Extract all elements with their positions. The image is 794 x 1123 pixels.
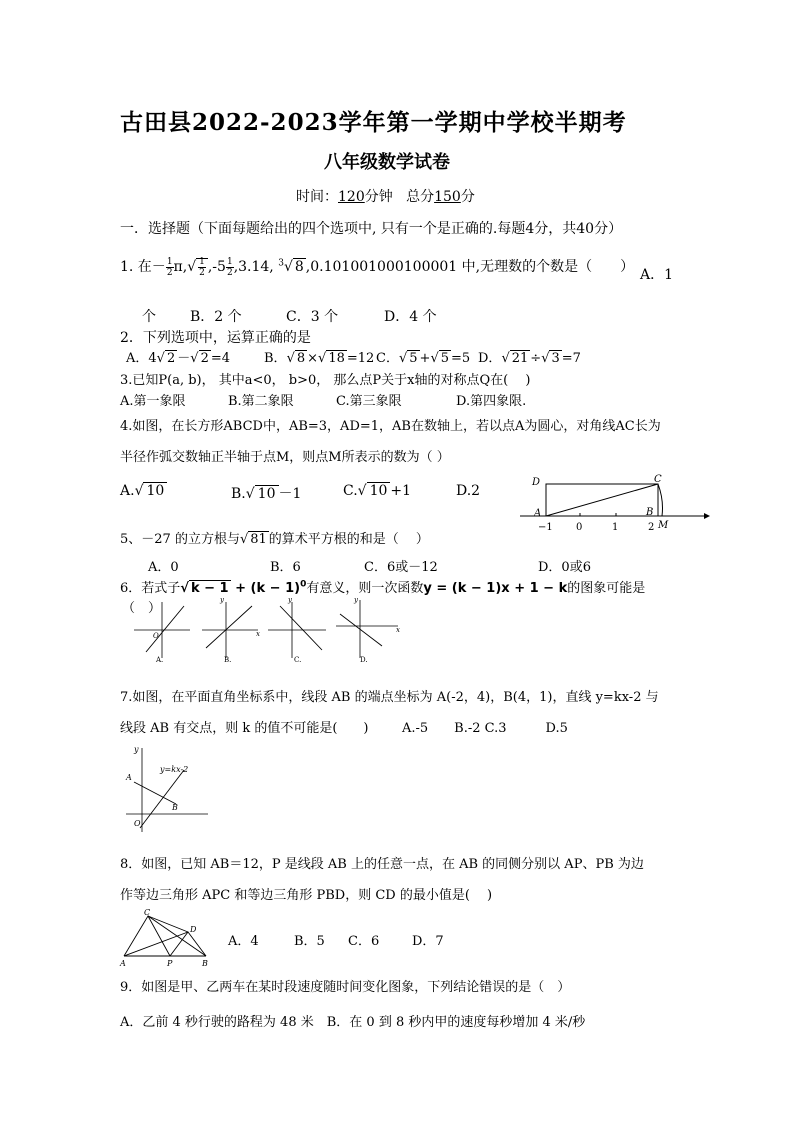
q1-fraction-mixed: $\frac{1}{2}$ <box>226 256 233 278</box>
q1-tail: ,0.101001000100001 中,无理数的个数是（ ） <box>305 259 635 275</box>
q4-option-d: D.2 <box>456 483 481 499</box>
q4-option-b: B.√ 10 －1 <box>231 486 302 502</box>
q5-option-c: C．6或－12 <box>364 560 438 575</box>
q5-option-a: A．0 <box>148 560 179 575</box>
section-one-heading: 一．选择题（下面每题给出的四个选项中, 只有一个是正确的.每题4分，共40分） <box>120 221 623 237</box>
q1-mixed: ,-5 <box>207 259 226 275</box>
q1-sqrt-half: √ $\frac{1}{2}$ <box>187 258 208 275</box>
svg-text:A: A <box>120 959 126 968</box>
svg-text:A.: A. <box>156 656 164 664</box>
svg-text:D.: D. <box>360 656 368 664</box>
svg-text:B: B <box>172 803 178 812</box>
arrow-head-icon <box>704 513 710 519</box>
q4-option-a: A.√ 10 <box>120 483 167 499</box>
svg-text:y=kx-2: y=kx-2 <box>160 765 189 774</box>
q1-mid: ,3.14, <box>233 259 274 275</box>
q7-options: A.-5 B.-2 C.3 D.5 <box>402 721 568 736</box>
q8-option-b: B．5 <box>294 934 325 949</box>
time-unit: 分钟 <box>364 189 393 205</box>
label-d: D <box>532 477 541 488</box>
arc-cm <box>658 484 663 516</box>
tick-label-0: 0 <box>576 522 583 533</box>
label-a: A <box>534 508 542 519</box>
q3-option-a: A.第一象限 <box>120 394 186 409</box>
q3-option-b: B.第二象限 <box>228 394 294 409</box>
q3-option-d: D.第四象限. <box>456 394 527 409</box>
q1-fraction-half: $\frac{1}{2}$ <box>166 256 173 278</box>
q6-graph-d <box>336 596 400 664</box>
q1-option-c: C．3 个 <box>286 309 339 325</box>
q2-option-b: B．√ 8 ×√ 18 =12 <box>264 351 375 366</box>
q1-option-a: A．1 <box>640 267 674 283</box>
score-value: 150 <box>434 189 461 205</box>
q8-figure <box>118 906 210 968</box>
svg-text:O: O <box>134 819 141 828</box>
svg-text:O: O <box>153 632 159 640</box>
label-c: C <box>654 474 662 485</box>
q2-option-d: D．√ 21 ÷√ 3 =7 <box>478 351 581 366</box>
score-label: 总分 <box>406 189 435 205</box>
q1-option-a-tail: 个 <box>142 309 156 325</box>
q1-cube-root: $^3$√ 8 <box>278 258 304 275</box>
q2-option-c: C．√ 5 +√ 5 =5 <box>376 351 471 366</box>
diagonal-ac <box>546 484 658 516</box>
q4-figure <box>512 470 712 536</box>
q1-option-d: D．4 个 <box>384 309 437 325</box>
svg-text:C: C <box>144 908 151 917</box>
q8-option-d: D．7 <box>412 934 444 949</box>
svg-text:y: y <box>220 596 224 604</box>
q4-option-c: C.√ 10 +1 <box>343 483 412 499</box>
q6-graph-c <box>268 596 326 664</box>
svg-text:B.: B. <box>224 656 232 664</box>
question-4-line-2: 半径作弧交数轴正半轴于点M，则点M所表示的数为（ ） <box>120 450 450 465</box>
svg-text:x: x <box>396 626 400 634</box>
q5-option-b: B．6 <box>270 560 301 575</box>
svg-text:A: A <box>126 773 132 782</box>
svg-text:C.: C. <box>294 656 302 664</box>
question-3-stem: 3.已知P(a, b)， 其中a<0， b>0， 那么点P关于x轴的对称点Q在( ) <box>120 373 531 388</box>
q8-option-c: C．6 <box>348 934 380 949</box>
q1-lead: 1. 在－ <box>120 259 166 275</box>
time-value: 120 <box>338 189 365 205</box>
score-unit: 分 <box>460 189 475 205</box>
question-7-line-1: 7.如图，在平面直角坐标系中，线段 AB 的端点坐标为 A(-2，4)，B(4，1)，直线 y=kx-2 与 <box>120 690 659 705</box>
q3-option-c: C.第三象限 <box>336 394 402 409</box>
svg-text:y: y <box>354 596 358 604</box>
label-b: B <box>646 507 654 518</box>
svg-text:y: y <box>288 596 292 604</box>
svg-text:B: B <box>202 959 208 968</box>
question-2-stem: 2．下列选项中，运算正确的是 <box>120 330 311 346</box>
segment-ab <box>134 782 176 804</box>
question-9-options-ab: A．乙前 4 秒行驶的路程为 48 米 B．在 0 到 8 秒内甲的速度每秒增加 4 米/秒 <box>120 1015 586 1030</box>
q6-graphs <box>132 596 402 666</box>
question-7-line-2: 线段 AB 有交点，则 k 的值不可能是( ) <box>120 721 369 736</box>
q6-graph-b <box>202 596 260 664</box>
exam-subtitle: 八年级数学试卷 <box>324 152 450 173</box>
question-6-stem: 6．若式子√ $k - 1 + (k - 1)^0$有意义，则一次函数y = (k − 1)x + 1 − k的图象可能是 <box>120 579 646 596</box>
exam-time-score <box>296 186 475 206</box>
q6-graph-a <box>134 602 190 664</box>
q6-answer-paren: （ ） <box>122 601 162 616</box>
svg-text:y: y <box>134 745 139 754</box>
svg-text:P: P <box>167 959 173 968</box>
svg-text:x: x <box>256 630 260 638</box>
q2-option-a: A．4√ 2 －√ 2 =4 <box>126 351 231 366</box>
question-8-line-1: 8．如图，已知 AB＝12，P 是线段 AB 上的任意一点，在 AB 的同侧分别以 AP、PB 为边 <box>120 857 644 872</box>
segment-ad <box>124 932 188 956</box>
svg-text:D: D <box>190 925 197 934</box>
question-9-stem: 9．如图是甲、乙两车在某时段速度随时间变化图象，下列结论错误的是（ ） <box>120 980 571 995</box>
question-5-stem: 5、－27 的立方根与√ 81 的算术平方根的和是（ ） <box>120 532 429 547</box>
question-8-line-2: 作等边三角形 APC 和等边三角形 PBD，则 CD 的最小值是( ) <box>120 888 493 903</box>
tick-label-minus-1: −1 <box>538 522 553 533</box>
q8-option-a: A．4 <box>228 934 259 949</box>
label-m: M <box>658 520 669 531</box>
time-label: 时间： <box>296 189 338 205</box>
line-kx-2 <box>140 770 184 828</box>
q7-figure <box>120 744 210 836</box>
q1-pi: π, <box>173 259 188 275</box>
tick-label-1: 1 <box>612 522 619 533</box>
q5-option-d: D．0或6 <box>538 560 591 575</box>
question-4-line-1: 4.如图，在长方形ABCD中，AB=3，AD=1，AB在数轴上，若以点A为圆心，对角线AC长为 <box>120 419 661 434</box>
question-1-stem <box>120 256 634 278</box>
tick-label-2: 2 <box>648 522 655 533</box>
q1-option-b: B．2 个 <box>190 309 242 325</box>
exam-title: 古田县2022-2023学年第一学期中学校半期考 <box>120 109 627 136</box>
